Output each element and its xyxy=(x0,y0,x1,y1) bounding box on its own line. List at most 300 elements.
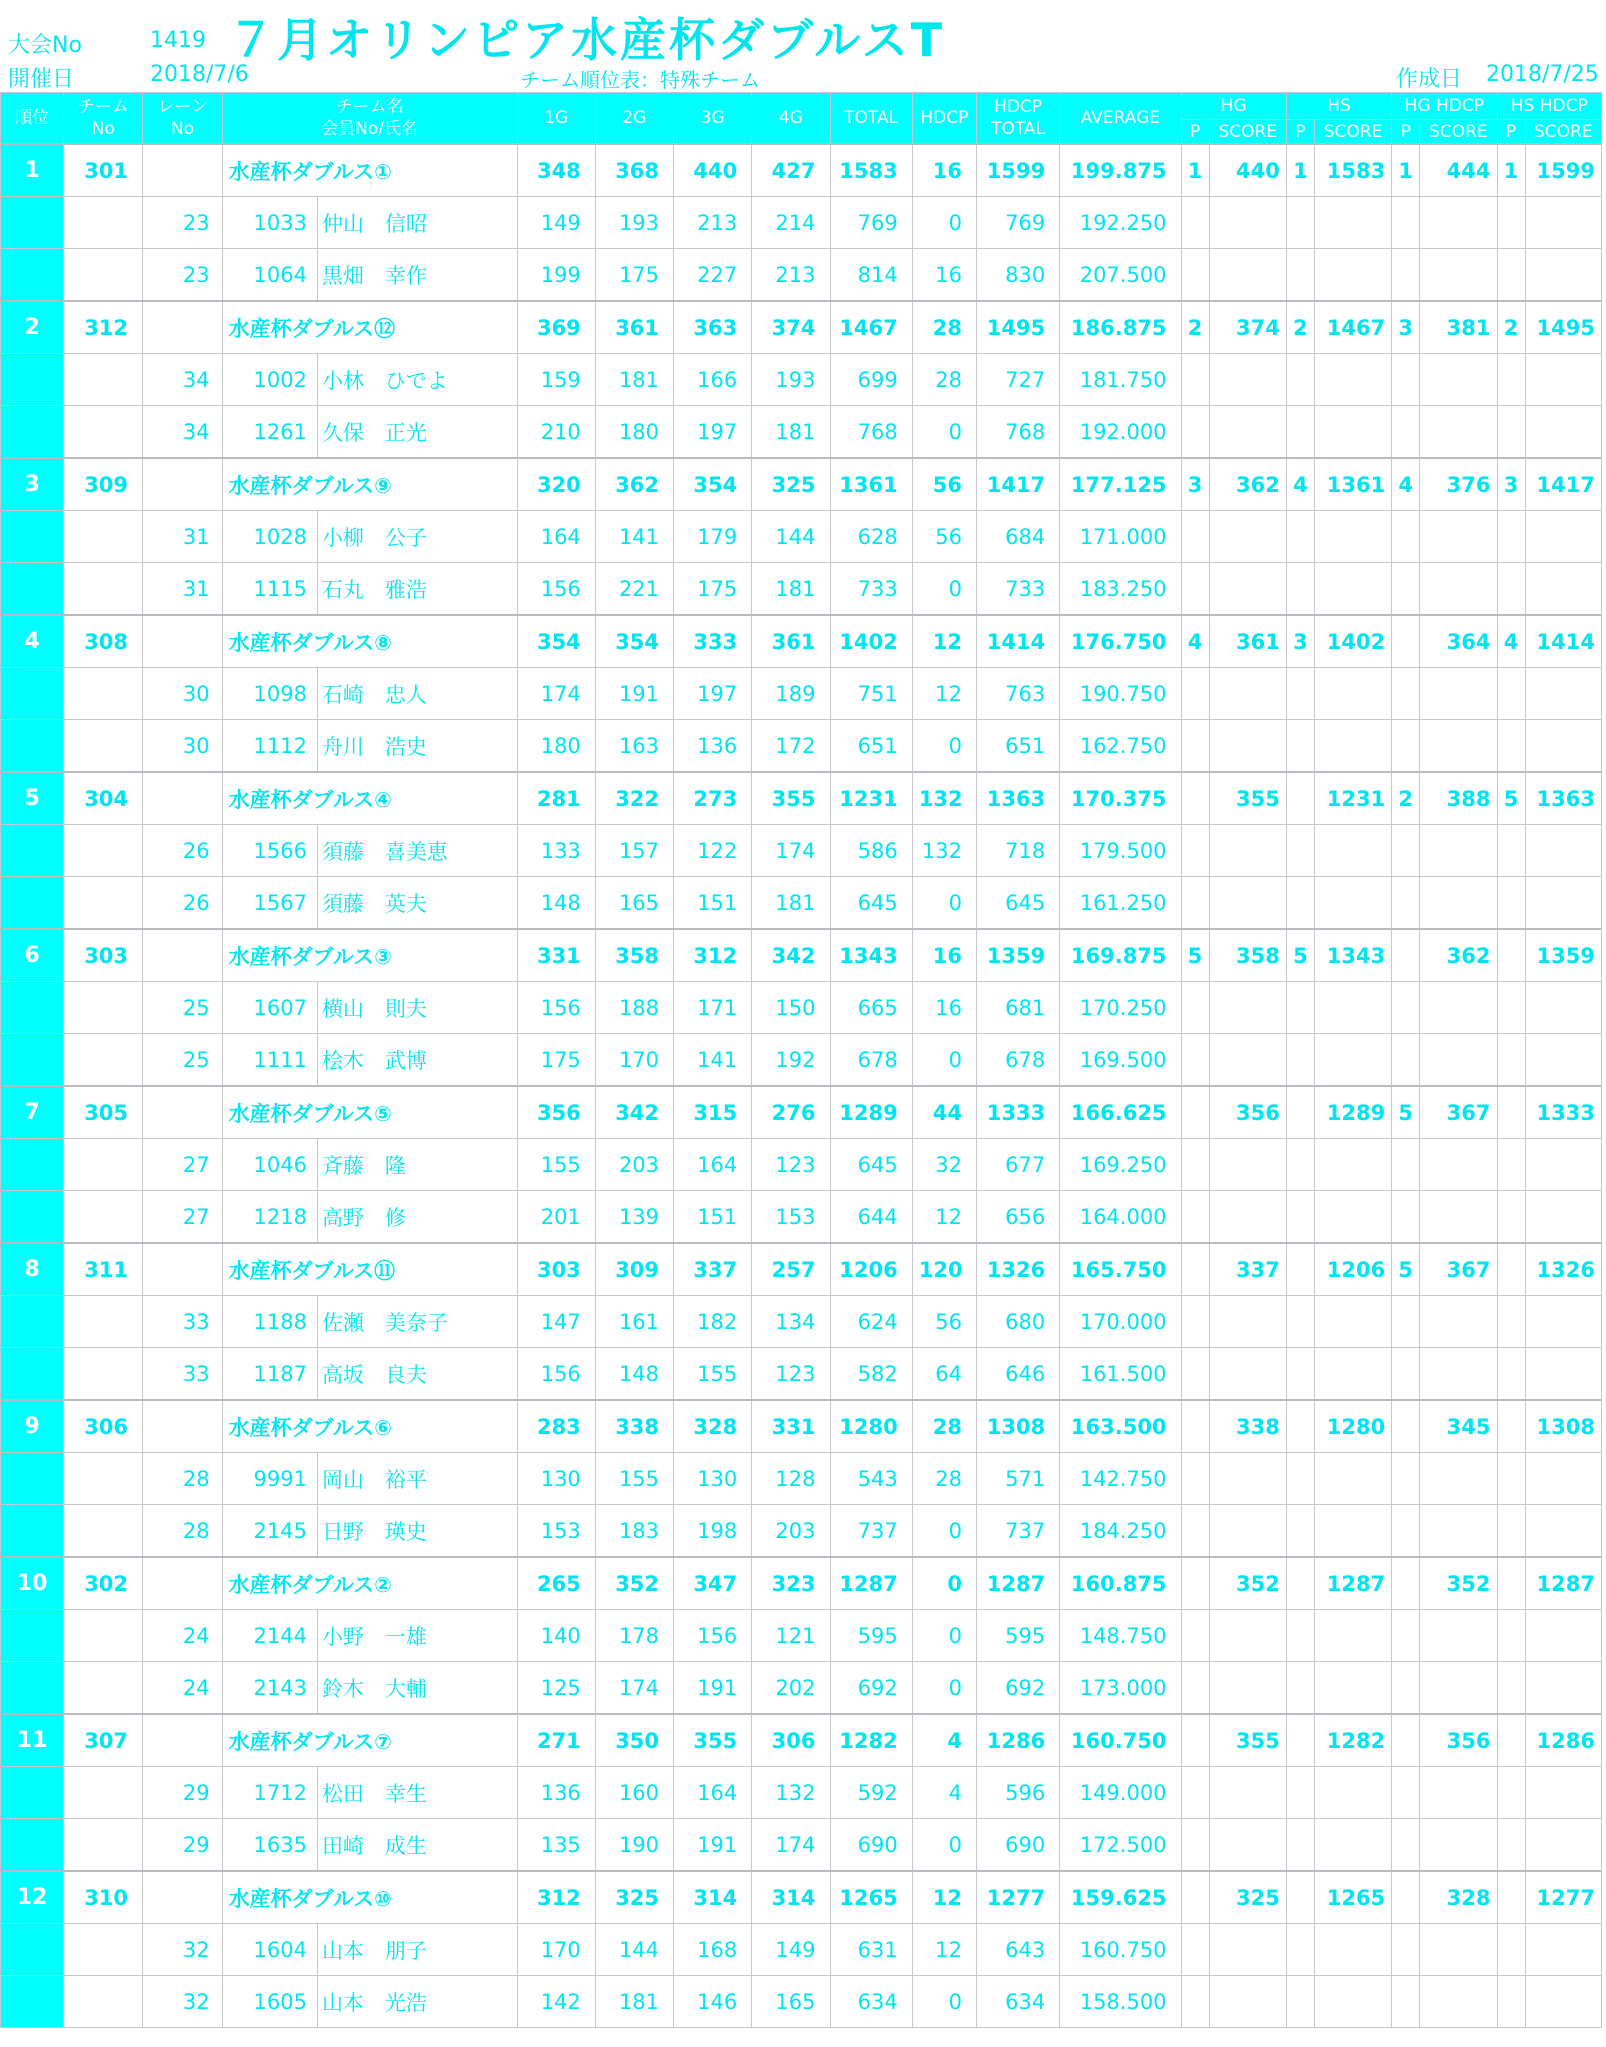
member-empty-cell xyxy=(1181,877,1209,930)
member-total: 699 xyxy=(830,354,912,406)
member-empty-cell xyxy=(1420,1505,1497,1558)
member-empty-cell xyxy=(1314,1819,1391,1872)
member-hdcp: 0 xyxy=(912,1505,976,1558)
member-team-cell xyxy=(64,1924,143,1976)
member-hdcp: 4 xyxy=(912,1767,976,1819)
member-empty-cell xyxy=(1420,249,1497,302)
member-hdcp-total: 727 xyxy=(976,354,1059,406)
hs-score: 1467 xyxy=(1314,301,1391,354)
team-row xyxy=(1,772,1602,825)
member-game-2: 157 xyxy=(595,825,673,877)
member-row xyxy=(1,1191,1602,1244)
member-empty-cell xyxy=(1525,249,1601,302)
member-total: 692 xyxy=(830,1662,912,1715)
hg-hdcp-position: 2 xyxy=(1392,772,1420,825)
member-empty-cell xyxy=(1420,668,1497,720)
member-total: 631 xyxy=(830,1924,912,1976)
member-game-4: 181 xyxy=(752,563,830,616)
member-empty-cell xyxy=(1497,1767,1525,1819)
member-game-4: 144 xyxy=(752,511,830,563)
member-game-3: 175 xyxy=(674,563,752,616)
member-empty-cell xyxy=(1181,825,1209,877)
member-empty-cell xyxy=(1286,197,1314,249)
member-empty-cell xyxy=(1392,1034,1420,1087)
member-row xyxy=(1,1139,1602,1191)
team-game-3: 347 xyxy=(674,1557,752,1610)
team-hdcp: 16 xyxy=(912,929,976,982)
member-empty-cell xyxy=(1392,1610,1420,1662)
hs-hdcp-score: 1363 xyxy=(1525,772,1601,825)
team-game-3: 328 xyxy=(674,1400,752,1453)
team-no: 303 xyxy=(64,929,143,982)
team-game-2: 338 xyxy=(595,1400,673,1453)
member-empty-cell xyxy=(1392,197,1420,249)
member-empty-cell xyxy=(1314,1034,1391,1087)
col-hg: HG xyxy=(1181,93,1286,120)
member-empty-cell xyxy=(1525,1662,1601,1715)
member-lane: 31 xyxy=(143,511,222,563)
team-game-2: 368 xyxy=(595,144,673,197)
member-game-2: 203 xyxy=(595,1139,673,1191)
member-lane: 28 xyxy=(143,1453,222,1505)
team-hdcp-total: 1359 xyxy=(976,929,1059,982)
member-empty-cell xyxy=(1497,1662,1525,1715)
member-total: 592 xyxy=(830,1767,912,1819)
member-empty-cell xyxy=(1314,511,1391,563)
member-empty-cell xyxy=(1181,354,1209,406)
col-name-top: チーム名 xyxy=(335,97,404,117)
member-empty-cell xyxy=(1314,1662,1391,1715)
member-team-cell xyxy=(64,825,143,877)
col-hs: HS xyxy=(1286,93,1391,120)
member-average: 171.000 xyxy=(1060,511,1181,563)
member-row xyxy=(1,720,1602,773)
team-game-2: 358 xyxy=(595,929,673,982)
member-game-4: 192 xyxy=(752,1034,830,1087)
member-rank-cell xyxy=(1,982,64,1034)
member-hdcp: 0 xyxy=(912,720,976,773)
member-lane: 32 xyxy=(143,1924,222,1976)
member-average: 190.750 xyxy=(1060,668,1181,720)
member-hdcp: 12 xyxy=(912,1191,976,1244)
member-name: 横山 則夫 xyxy=(317,982,517,1034)
team-total: 1282 xyxy=(830,1714,912,1767)
member-team-cell xyxy=(64,354,143,406)
team-row xyxy=(1,144,1602,197)
team-game-4: 306 xyxy=(752,1714,830,1767)
member-game-1: 142 xyxy=(517,1976,595,2028)
member-team-cell xyxy=(64,1296,143,1348)
team-row xyxy=(1,301,1602,354)
member-no: 9991 xyxy=(222,1453,317,1505)
team-game-2: 309 xyxy=(595,1243,673,1296)
member-lane: 26 xyxy=(143,877,222,930)
team-row xyxy=(1,1243,1602,1296)
member-average: 161.250 xyxy=(1060,877,1181,930)
team-game-3: 273 xyxy=(674,772,752,825)
member-no: 1567 xyxy=(222,877,317,930)
hg-score: 374 xyxy=(1209,301,1286,354)
member-game-1: 155 xyxy=(517,1139,595,1191)
member-team-cell xyxy=(64,1767,143,1819)
member-empty-cell xyxy=(1209,982,1286,1034)
hg-hdcp-score: 388 xyxy=(1420,772,1497,825)
member-empty-cell xyxy=(1525,1924,1601,1976)
member-row xyxy=(1,1610,1602,1662)
team-game-4: 427 xyxy=(752,144,830,197)
member-lane: 30 xyxy=(143,720,222,773)
team-row xyxy=(1,615,1602,668)
member-total: 624 xyxy=(830,1296,912,1348)
member-empty-cell xyxy=(1286,668,1314,720)
member-name: 須藤 喜美恵 xyxy=(317,825,517,877)
member-game-2: 163 xyxy=(595,720,673,773)
member-hdcp-total: 678 xyxy=(976,1034,1059,1087)
member-hdcp-total: 768 xyxy=(976,406,1059,459)
hg-hdcp-position xyxy=(1392,1714,1420,1767)
member-row xyxy=(1,406,1602,459)
member-empty-cell xyxy=(1314,668,1391,720)
member-hdcp-total: 830 xyxy=(976,249,1059,302)
member-average: 192.000 xyxy=(1060,406,1181,459)
member-empty-cell xyxy=(1209,1924,1286,1976)
member-game-3: 146 xyxy=(674,1976,752,2028)
team-average: 177.125 xyxy=(1060,458,1181,511)
member-hdcp: 32 xyxy=(912,1139,976,1191)
team-game-3: 440 xyxy=(674,144,752,197)
member-empty-cell xyxy=(1286,720,1314,773)
member-game-2: 161 xyxy=(595,1296,673,1348)
hg-hdcp-score: 352 xyxy=(1420,1557,1497,1610)
member-hdcp-total: 718 xyxy=(976,825,1059,877)
member-empty-cell xyxy=(1181,1034,1209,1087)
member-empty-cell xyxy=(1420,1453,1497,1505)
member-average: 172.500 xyxy=(1060,1819,1181,1872)
col-lane: レーン No xyxy=(143,93,222,145)
member-rank-cell xyxy=(1,668,64,720)
hs-hdcp-position: 4 xyxy=(1497,615,1525,668)
team-game-1: 271 xyxy=(517,1714,595,1767)
member-lane: 28 xyxy=(143,1505,222,1558)
member-empty-cell xyxy=(1392,354,1420,406)
hg-hdcp-score: 362 xyxy=(1420,929,1497,982)
member-game-3: 122 xyxy=(674,825,752,877)
hg-position: 4 xyxy=(1181,615,1209,668)
team-hdcp-total: 1414 xyxy=(976,615,1059,668)
member-no: 1033 xyxy=(222,197,317,249)
team-game-2: 342 xyxy=(595,1086,673,1139)
member-game-3: 155 xyxy=(674,1348,752,1401)
member-game-3: 191 xyxy=(674,1819,752,1872)
member-empty-cell xyxy=(1181,1767,1209,1819)
member-hdcp-total: 595 xyxy=(976,1610,1059,1662)
hs-hdcp-score: 1308 xyxy=(1525,1400,1601,1453)
member-lane: 32 xyxy=(143,1976,222,2028)
member-empty-cell xyxy=(1209,1505,1286,1558)
team-average: 160.750 xyxy=(1060,1714,1181,1767)
member-empty-cell xyxy=(1392,1191,1420,1244)
team-game-1: 303 xyxy=(517,1243,595,1296)
member-game-2: 141 xyxy=(595,511,673,563)
member-name: 斉藤 隆 xyxy=(317,1139,517,1191)
member-empty-cell xyxy=(1420,1662,1497,1715)
team-game-1: 331 xyxy=(517,929,595,982)
member-team-cell xyxy=(64,511,143,563)
member-row xyxy=(1,563,1602,616)
member-average: 179.500 xyxy=(1060,825,1181,877)
team-row xyxy=(1,1557,1602,1610)
member-empty-cell xyxy=(1420,1976,1497,2028)
member-hdcp: 12 xyxy=(912,1924,976,1976)
member-empty-cell xyxy=(1497,1610,1525,1662)
team-average: 163.500 xyxy=(1060,1400,1181,1453)
hs-hdcp-position xyxy=(1497,1243,1525,1296)
member-average: 173.000 xyxy=(1060,1662,1181,1715)
member-game-4: 181 xyxy=(752,406,830,459)
team-rank: 5 xyxy=(1,772,64,825)
member-empty-cell xyxy=(1392,1976,1420,2028)
member-game-4: 174 xyxy=(752,825,830,877)
member-name: 小林 ひでよ xyxy=(317,354,517,406)
member-empty-cell xyxy=(1525,1767,1601,1819)
team-game-4: 257 xyxy=(752,1243,830,1296)
member-empty-cell xyxy=(1286,406,1314,459)
member-row xyxy=(1,1034,1602,1087)
team-hdcp: 12 xyxy=(912,1871,976,1924)
team-total: 1361 xyxy=(830,458,912,511)
hs-hdcp-score: 1277 xyxy=(1525,1871,1601,1924)
hs-score: 1287 xyxy=(1314,1557,1391,1610)
member-rank-cell xyxy=(1,563,64,616)
team-total: 1287 xyxy=(830,1557,912,1610)
member-empty-cell xyxy=(1181,1924,1209,1976)
member-lane: 25 xyxy=(143,982,222,1034)
member-empty-cell xyxy=(1497,1453,1525,1505)
member-no: 2144 xyxy=(222,1610,317,1662)
member-game-4: 165 xyxy=(752,1976,830,2028)
team-name: 水産杯ダブルス⑦ xyxy=(222,1714,517,1767)
team-total: 1280 xyxy=(830,1400,912,1453)
team-lane xyxy=(143,1557,222,1610)
member-empty-cell xyxy=(1497,1348,1525,1401)
team-rank: 12 xyxy=(1,1871,64,1924)
member-empty-cell xyxy=(1392,1662,1420,1715)
member-empty-cell xyxy=(1420,354,1497,406)
member-average: 160.750 xyxy=(1060,1924,1181,1976)
member-lane: 33 xyxy=(143,1348,222,1401)
hs-hdcp-score: 1414 xyxy=(1525,615,1601,668)
hs-position: 5 xyxy=(1286,929,1314,982)
member-game-1: 156 xyxy=(517,563,595,616)
member-average: 192.250 xyxy=(1060,197,1181,249)
team-hdcp-total: 1333 xyxy=(976,1086,1059,1139)
team-game-2: 352 xyxy=(595,1557,673,1610)
member-row xyxy=(1,825,1602,877)
member-hdcp-total: 769 xyxy=(976,197,1059,249)
member-game-4: 202 xyxy=(752,1662,830,1715)
team-name: 水産杯ダブルス⑤ xyxy=(222,1086,517,1139)
hg-position xyxy=(1181,772,1209,825)
member-empty-cell xyxy=(1209,825,1286,877)
member-average: 183.250 xyxy=(1060,563,1181,616)
hg-score: 358 xyxy=(1209,929,1286,982)
hg-score: 325 xyxy=(1209,1871,1286,1924)
member-empty-cell xyxy=(1286,825,1314,877)
hg-hdcp-score: 367 xyxy=(1420,1243,1497,1296)
team-game-2: 354 xyxy=(595,615,673,668)
member-empty-cell xyxy=(1181,720,1209,773)
member-row xyxy=(1,511,1602,563)
team-average: 166.625 xyxy=(1060,1086,1181,1139)
member-game-2: 178 xyxy=(595,1610,673,1662)
member-game-4: 121 xyxy=(752,1610,830,1662)
member-empty-cell xyxy=(1497,406,1525,459)
member-game-4: 149 xyxy=(752,1924,830,1976)
member-lane: 23 xyxy=(143,249,222,302)
team-hdcp: 4 xyxy=(912,1714,976,1767)
member-hdcp: 56 xyxy=(912,1296,976,1348)
member-empty-cell xyxy=(1209,1034,1286,1087)
member-empty-cell xyxy=(1314,1976,1391,2028)
col-hg-p: P xyxy=(1181,120,1209,145)
member-name: 須藤 英夫 xyxy=(317,877,517,930)
col-hg-hdcp: HG HDCP xyxy=(1392,93,1497,120)
member-rank-cell xyxy=(1,1819,64,1872)
team-row xyxy=(1,929,1602,982)
member-total: 644 xyxy=(830,1191,912,1244)
member-game-2: 190 xyxy=(595,1819,673,1872)
member-rank-cell xyxy=(1,197,64,249)
page-title: ７月オリンピア水産杯ダブルスT xyxy=(228,13,946,67)
team-game-2: 350 xyxy=(595,1714,673,1767)
member-empty-cell xyxy=(1314,1296,1391,1348)
hs-hdcp-position xyxy=(1497,929,1525,982)
team-hdcp: 56 xyxy=(912,458,976,511)
member-game-2: 181 xyxy=(595,354,673,406)
member-total: 628 xyxy=(830,511,912,563)
tournament-no-label: 大会No xyxy=(8,33,82,58)
member-name: 山本 朋子 xyxy=(317,1924,517,1976)
team-game-4: 361 xyxy=(752,615,830,668)
team-game-3: 312 xyxy=(674,929,752,982)
hs-position: 1 xyxy=(1286,144,1314,197)
member-game-4: 134 xyxy=(752,1296,830,1348)
member-empty-cell xyxy=(1392,720,1420,773)
member-game-1: 201 xyxy=(517,1191,595,1244)
member-empty-cell xyxy=(1209,1453,1286,1505)
col-g1: 1G xyxy=(517,93,595,145)
member-name: 桧木 武博 xyxy=(317,1034,517,1087)
member-empty-cell xyxy=(1181,511,1209,563)
team-no: 304 xyxy=(64,772,143,825)
member-empty-cell xyxy=(1392,1924,1420,1976)
team-game-4: 325 xyxy=(752,458,830,511)
member-game-3: 141 xyxy=(674,1034,752,1087)
member-game-1: 199 xyxy=(517,249,595,302)
team-no: 305 xyxy=(64,1086,143,1139)
hs-position xyxy=(1286,1243,1314,1296)
member-no: 2143 xyxy=(222,1662,317,1715)
member-empty-cell xyxy=(1392,1767,1420,1819)
member-hdcp-total: 643 xyxy=(976,1924,1059,1976)
member-hdcp: 0 xyxy=(912,1610,976,1662)
team-game-1: 265 xyxy=(517,1557,595,1610)
member-row xyxy=(1,1296,1602,1348)
member-game-1: 175 xyxy=(517,1034,595,1087)
member-empty-cell xyxy=(1497,354,1525,406)
hg-hdcp-position xyxy=(1392,1400,1420,1453)
member-empty-cell xyxy=(1392,1139,1420,1191)
team-total: 1402 xyxy=(830,615,912,668)
member-empty-cell xyxy=(1392,877,1420,930)
member-average: 169.250 xyxy=(1060,1139,1181,1191)
team-name: 水産杯ダブルス⑨ xyxy=(222,458,517,511)
member-empty-cell xyxy=(1181,1139,1209,1191)
member-game-2: 160 xyxy=(595,1767,673,1819)
member-hdcp-total: 677 xyxy=(976,1139,1059,1191)
member-team-cell xyxy=(64,1348,143,1401)
member-game-1: 130 xyxy=(517,1453,595,1505)
member-no: 1566 xyxy=(222,825,317,877)
member-empty-cell xyxy=(1525,982,1601,1034)
member-rank-cell xyxy=(1,1453,64,1505)
member-empty-cell xyxy=(1181,563,1209,616)
member-hdcp-total: 645 xyxy=(976,877,1059,930)
member-empty-cell xyxy=(1497,877,1525,930)
member-lane: 30 xyxy=(143,668,222,720)
member-game-3: 164 xyxy=(674,1767,752,1819)
member-empty-cell xyxy=(1209,1819,1286,1872)
member-row xyxy=(1,1767,1602,1819)
member-empty-cell xyxy=(1181,1819,1209,1872)
member-empty-cell xyxy=(1314,563,1391,616)
team-name: 水産杯ダブルス⑥ xyxy=(222,1400,517,1453)
member-row xyxy=(1,249,1602,302)
member-empty-cell xyxy=(1497,668,1525,720)
member-empty-cell xyxy=(1314,720,1391,773)
member-empty-cell xyxy=(1497,197,1525,249)
member-rank-cell xyxy=(1,877,64,930)
team-hdcp: 12 xyxy=(912,615,976,668)
hs-hdcp-score: 1333 xyxy=(1525,1086,1601,1139)
member-game-3: 151 xyxy=(674,1191,752,1244)
member-game-4: 181 xyxy=(752,877,830,930)
member-empty-cell xyxy=(1525,877,1601,930)
member-name: 舟川 浩史 xyxy=(317,720,517,773)
member-game-3: 151 xyxy=(674,877,752,930)
member-hdcp-total: 737 xyxy=(976,1505,1059,1558)
member-empty-cell xyxy=(1392,1296,1420,1348)
member-name: 松田 幸生 xyxy=(317,1767,517,1819)
member-hdcp: 0 xyxy=(912,197,976,249)
created-label: 作成日 xyxy=(1396,67,1463,92)
member-average: 181.750 xyxy=(1060,354,1181,406)
member-game-1: 180 xyxy=(517,720,595,773)
team-average: 159.625 xyxy=(1060,1871,1181,1924)
member-game-3: 156 xyxy=(674,1610,752,1662)
member-empty-cell xyxy=(1392,1505,1420,1558)
team-no: 302 xyxy=(64,1557,143,1610)
hs-score: 1265 xyxy=(1314,1871,1391,1924)
member-empty-cell xyxy=(1420,720,1497,773)
team-rank: 10 xyxy=(1,1557,64,1610)
member-no: 1028 xyxy=(222,511,317,563)
member-game-4: 123 xyxy=(752,1139,830,1191)
member-game-2: 144 xyxy=(595,1924,673,1976)
member-empty-cell xyxy=(1209,1662,1286,1715)
member-empty-cell xyxy=(1420,406,1497,459)
member-team-cell xyxy=(64,1610,143,1662)
